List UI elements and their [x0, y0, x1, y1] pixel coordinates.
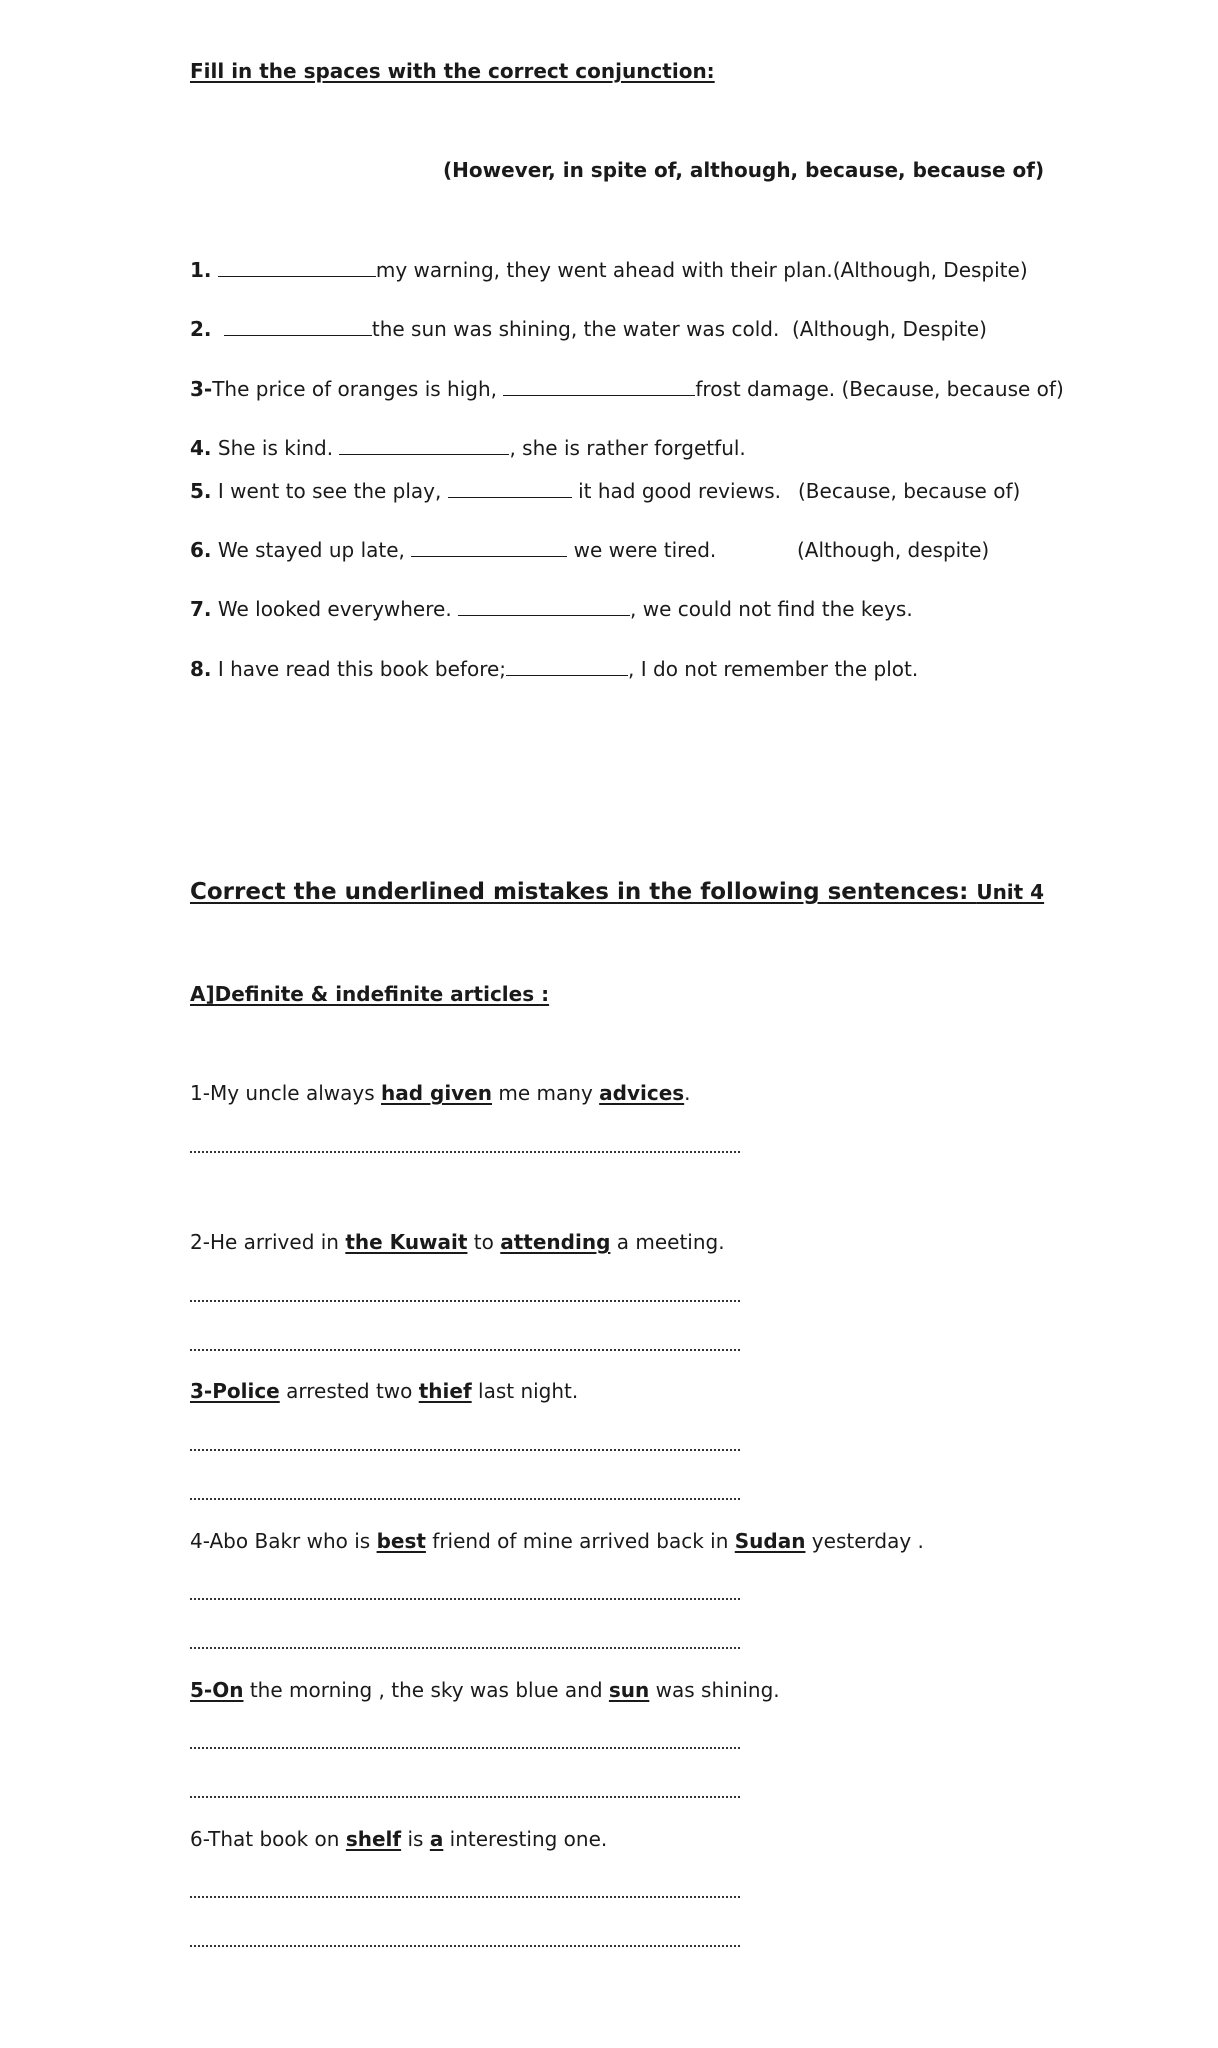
sentence-text: to: [467, 1230, 501, 1254]
answer-line[interactable]: [190, 1498, 740, 1500]
answer-line[interactable]: [190, 1300, 740, 1302]
item-text: We stayed up late,: [211, 538, 412, 562]
item-text: , we could not find the keys.: [630, 597, 913, 621]
sentence-text: last night.: [471, 1379, 579, 1403]
sentence-4: [190, 1528, 924, 1554]
item-text: I have read this book before;: [211, 657, 507, 681]
sentence-text: yesterday .: [805, 1529, 924, 1553]
unit-label: Unit 4: [976, 880, 1045, 904]
item-text: frost damage. (Because, because of): [695, 377, 1064, 401]
sentence-2: [190, 1229, 725, 1255]
underlined-mistake: advices: [599, 1081, 685, 1105]
section2-title: Correct the underlined mistakes in the following sentences:: [190, 879, 977, 905]
underlined-mistake: had given: [381, 1081, 493, 1105]
sentence-text: the morning , the sky was blue and: [243, 1678, 609, 1702]
item-text: the sun was shining, the water was cold.: [371, 317, 780, 341]
item-number: 4.: [190, 436, 212, 460]
sentence-3: [190, 1378, 578, 1404]
answer-line[interactable]: [190, 1598, 740, 1600]
sentence-text: me many: [492, 1081, 600, 1105]
item-number: 6.: [190, 538, 212, 562]
sentence-1: [190, 1080, 691, 1106]
word-bank: (However, in spite of, although, because, because of): [443, 158, 1045, 182]
underlined-mistake: sun: [608, 1678, 650, 1702]
underlined-mistake: best: [376, 1529, 426, 1553]
answer-line[interactable]: [190, 1647, 740, 1649]
answer-line[interactable]: [190, 1945, 740, 1947]
exercise-item-1: [190, 257, 1028, 283]
answer-blank[interactable]: [506, 657, 628, 676]
item-number: 3-: [190, 377, 213, 401]
section2-subheading: A]Definite & indefinite articles :: [190, 982, 550, 1006]
item-options: (Although, Despite): [792, 317, 987, 341]
sentence-text: 4-Abo Bakr who is: [190, 1529, 377, 1553]
item-text: I went to see the play,: [211, 479, 448, 503]
item-text: The price of oranges is high,: [212, 377, 504, 401]
item-options: (Because, because of): [798, 479, 1021, 503]
exercise-item-7: [190, 596, 913, 622]
sentence-text: friend of mine arrived back in: [425, 1529, 735, 1553]
sentence-text: .: [684, 1081, 691, 1105]
item-options: (Although, Despite): [832, 258, 1028, 282]
sentence-text: interesting one.: [443, 1827, 608, 1851]
item-text: , she is rather forgetful.: [509, 436, 746, 460]
item-text: We looked everywhere.: [211, 597, 459, 621]
sentence-text: 1-My uncle always: [190, 1081, 381, 1105]
exercise-item-8: [190, 656, 918, 682]
underlined-mistake: 5-On: [190, 1678, 244, 1702]
sentence-text: was shining.: [649, 1678, 780, 1702]
item-text: we were tired.: [567, 538, 717, 562]
exercise-item-6: [190, 537, 716, 563]
underlined-mistake: Sudan: [734, 1529, 806, 1553]
sentence-text: 6-That book on: [190, 1827, 346, 1851]
item-text: my warning, they went ahead with their plan.: [375, 258, 833, 282]
underlined-mistake: shelf: [345, 1827, 402, 1851]
sentence-text: arrested two: [279, 1379, 419, 1403]
answer-blank[interactable]: [224, 317, 372, 336]
underlined-mistake: 3-Police: [190, 1379, 280, 1403]
section2-heading: [190, 879, 1044, 905]
sentence-text: a meeting.: [610, 1230, 725, 1254]
item-number: 2.: [190, 317, 212, 341]
item-text: it had good reviews.: [571, 479, 781, 503]
item-options: (Although, despite): [797, 538, 990, 562]
answer-line[interactable]: [190, 1349, 740, 1351]
underlined-mistake: attending: [500, 1230, 611, 1254]
underlined-mistake: the Kuwait: [345, 1230, 468, 1254]
exercise-item-5: [190, 478, 781, 504]
section1-heading: Fill in the spaces with the correct conjunction:: [190, 59, 715, 83]
sentence-text: 2-He arrived in: [190, 1230, 346, 1254]
item-number: 7.: [190, 597, 212, 621]
sentence-6: [190, 1826, 607, 1852]
item-text: , I do not remember the plot.: [628, 657, 919, 681]
answer-line[interactable]: [190, 1896, 740, 1898]
sentence-5: [190, 1677, 780, 1703]
answer-line[interactable]: [190, 1747, 740, 1749]
underlined-mistake: thief: [418, 1379, 472, 1403]
underlined-mistake: a: [429, 1827, 444, 1851]
exercise-item-3: [190, 376, 1064, 402]
sentence-text: is: [401, 1827, 430, 1851]
exercise-item-4: [190, 435, 746, 461]
answer-line[interactable]: [190, 1796, 740, 1798]
item-text: She is kind.: [211, 436, 340, 460]
answer-blank[interactable]: [218, 258, 376, 277]
exercise-item-2: [190, 316, 779, 342]
answer-blank[interactable]: [503, 377, 695, 396]
answer-line[interactable]: [190, 1449, 740, 1451]
answer-blank[interactable]: [448, 479, 572, 498]
answer-blank[interactable]: [458, 597, 630, 616]
item-number: 5.: [190, 479, 212, 503]
answer-blank[interactable]: [411, 538, 567, 557]
item-number: 8.: [190, 657, 212, 681]
answer-blank[interactable]: [339, 436, 509, 455]
item-number: 1.: [190, 258, 212, 282]
answer-line[interactable]: [190, 1151, 740, 1153]
